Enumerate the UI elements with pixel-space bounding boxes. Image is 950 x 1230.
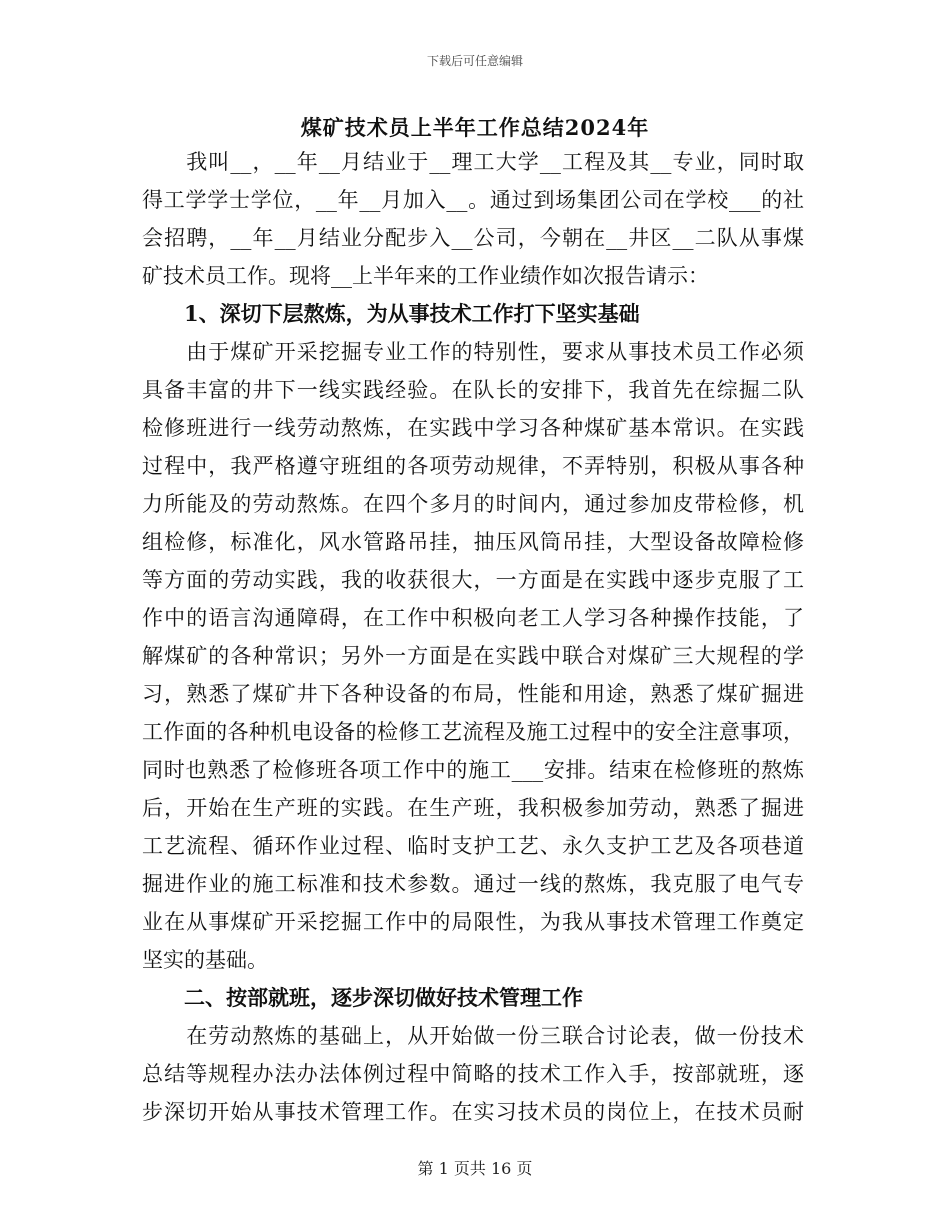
text-line: 步深切开始从事技术管理工作。在实习技术员的岗位上，在技术员耐 xyxy=(142,1100,804,1124)
document-title: 煤矿技术员上半年工作总结2024年 xyxy=(300,115,650,140)
text-line: 总结等规程办法办法体例过程中简略的技术工作入手，按部就班，逐 xyxy=(142,1062,804,1086)
text-line: 等方面的劳动实践，我的收获很大，一方面是在实践中逐步克服了工 xyxy=(142,568,804,592)
download-note: 下载后可任意编辑 xyxy=(426,54,523,68)
text-line: 我叫__，__年__月结业于__理工大学__工程及其__专业，同时取 xyxy=(142,150,804,174)
text-line: 检修班进行一线劳动熬炼，在实践中学习各种煤矿基本常识。在实践 xyxy=(142,416,804,440)
text-line: 组检修，标准化，风水管路吊挂，抽压风筒吊挂，大型设备故障检修 xyxy=(142,530,804,554)
text-line: 掘进作业的施工标准和技术参数。通过一线的熬炼，我克服了电气专 xyxy=(142,872,804,896)
text-line: 业在从事煤矿开采挖掘工作中的局限性，为我从事技术管理工作奠定 xyxy=(142,910,804,934)
text-line: 解煤矿的各种常识；另外一方面是在实践中联合对煤矿三大规程的学 xyxy=(142,644,804,668)
text-line: 习，熟悉了煤矿井下各种设备的布局，性能和用途，熟悉了煤矿掘进 xyxy=(142,682,804,706)
section-heading: 二、按部就班，逐步深切做好技术管理工作 xyxy=(142,985,583,1010)
text-line: 坚实的基础。 xyxy=(142,948,268,972)
text-line: 过程中，我严格遵守班组的各项劳动规律，不弄特别，积极从事各种 xyxy=(142,454,804,478)
text-line: 作中的语言沟通障碍，在工作中积极向老工人学习各种操作技能，了 xyxy=(142,606,804,630)
text-line: 同时也熟悉了检修班各项工作中的施工___安排。结束在检修班的熬炼 xyxy=(142,758,804,782)
text-line: 后，开始在生产班的实践。在生产班，我积极参加劳动，熟悉了掘进 xyxy=(142,796,804,820)
text-line: 矿技术员工作。现将__上半年来的工作业绩作如次报告请示： xyxy=(142,264,709,288)
text-line: 由于煤矿开采挖掘专业工作的特别性，要求从事技术员工作必须 xyxy=(142,340,804,364)
section-heading: 1、深切下层熬炼，为从事技术工作打下坚实基础 xyxy=(142,301,640,326)
text-line: 会招聘，__年__月结业分配步入__公司，今朝在__井区__二队从事煤 xyxy=(142,226,804,250)
document-body xyxy=(142,143,804,1131)
text-line: 工作面的各种机电设备的检修工艺流程及施工过程中的安全注意事项， xyxy=(142,720,804,744)
text-line: 工艺流程、循环作业过程、临时支护工艺、永久支护工艺及各项巷道 xyxy=(142,834,804,858)
page-footer: 第 1 页共 16 页 xyxy=(417,1159,533,1178)
text-line: 力所能及的劳动熬炼。在四个多月的时间内，通过参加皮带检修，机 xyxy=(142,492,804,516)
text-line: 得工学学士学位，__年__月加入__。通过到场集团公司在学校___的社 xyxy=(142,188,804,212)
text-line: 具备丰富的井下一线实践经验。在队长的安排下，我首先在综掘二队 xyxy=(142,378,804,402)
text-line: 在劳动熬炼的基础上，从开始做一份三联合讨论表，做一份技术 xyxy=(142,1024,804,1048)
